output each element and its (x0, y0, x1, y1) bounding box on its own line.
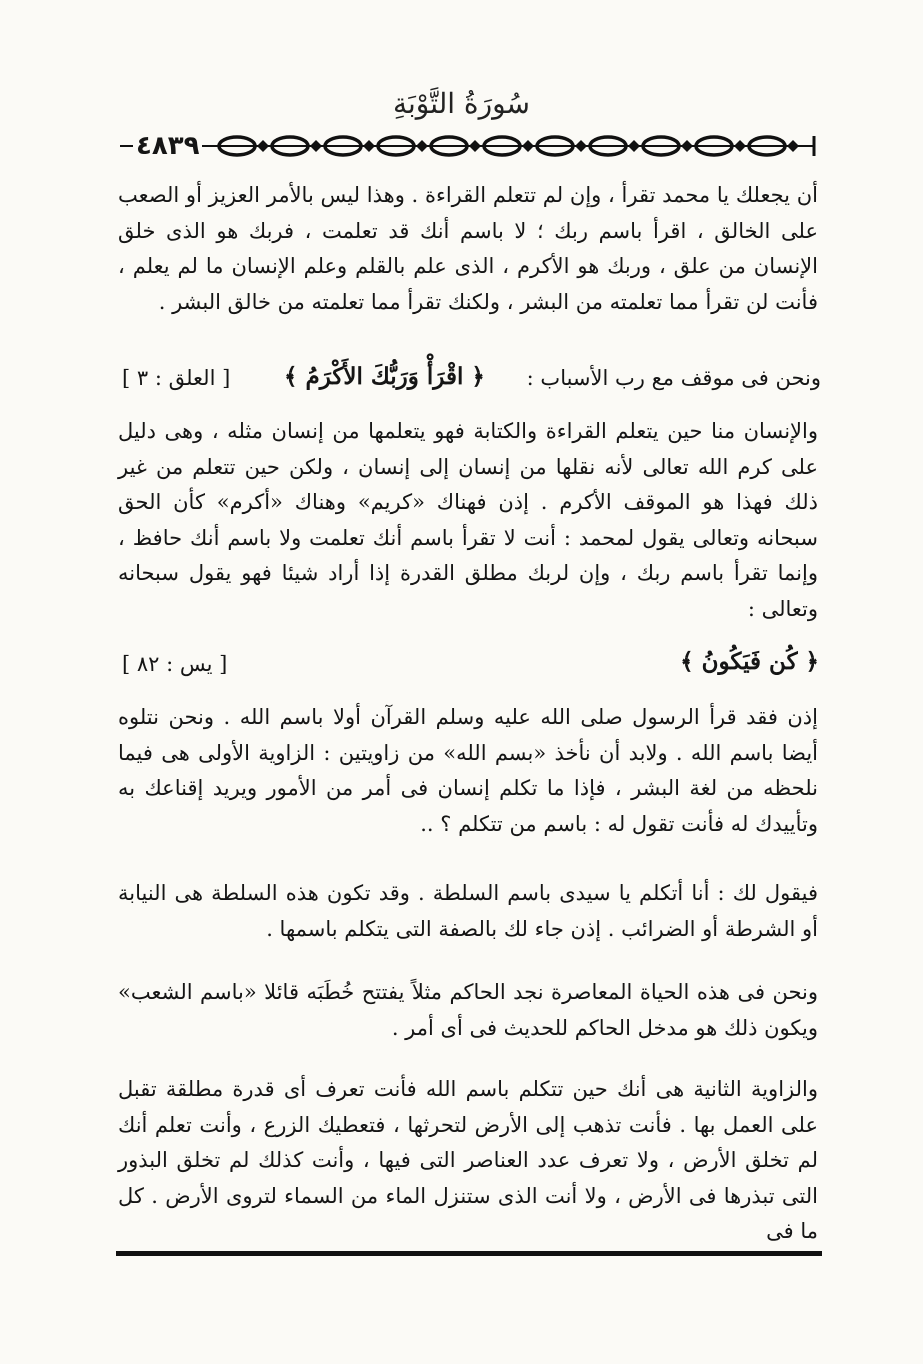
paragraph-5: فيقول لك : أنا أتكلم يا سيدى باسم السلطة . وقد تكون هذه السلطة هى النيابة أو الشرطة أو الضرائب . إذن جاء لك بالصفة التى يتكلم باسمها . (118, 881, 818, 941)
paragraph-7: والزاوية الثانية هى أنك حين تتكلم باسم الله فأنت تعرف أى قدرة مطلقة تقبل على العمل بها . فأنت تذهب إلى الأرض لتحرثها ، فتعطيك الزرع ، وأنت تعلم أنك لم تخلق الأرض ، ولا تعرف عدد العناصر التى فيها ، وأنت كذلك لم تخلق البذور التى تبذرها فى الأرض ، ولا أنت الذى ستنزل الماء من السماء لتروى الأرض . كل ما فى (118, 1077, 818, 1243)
paragraph-3: والإنسان منا حين يتعلم القراءة والكتابة فهو يتعلمها من إنسان مثله ، وهى دليل على كرم الله تعالى لأنه نقلها من إنسان إلى إنسان ، ولكن حين تتعلم من غير ذلك فهذا هو الموقف الأكرم . إذن فهناك «كريم» وهناك «أكرم» كأن الحق سبحانه وتعالى يقول لمحمد : أنت لا تقرأ باسم أنك تعلمت ولا باسم أنك حافظ ، وإنما تقرأ باسم ربك ، وإن لربك مطلق القدرة إذا أراد شيئا فهو يقول سبحانه وتعالى : (118, 419, 818, 621)
page-number: ٤٨٣٩ (133, 127, 202, 165)
paragraph-6: ونحن فى هذه الحياة المعاصرة نجد الحاكم مثلاً يفتتح خُطَبَه قائلا «باسم الشعب» ويكون ذلك هو مدخل الحاكم للحديث فى أى أمر . (118, 980, 818, 1040)
verse-reference-alaq: [ العلق : ٣ ] (122, 366, 231, 390)
footer-rule (116, 1251, 822, 1256)
verse-reference-yasin: [ يس : ٨٢ ] (122, 652, 228, 676)
header-ornament-rule (112, 126, 822, 166)
quran-verse-kun-fayakun: ﴿ كُن فَيَكُونُ ﴾ (680, 648, 819, 675)
surah-title: سُورَةُ التَّوْبَةِ (392, 87, 531, 120)
paragraph-2-intro: ونحن فى موقف مع رب الأسباب : (526, 366, 821, 390)
paragraph-4: إذن فقد قرأ الرسول صلى الله عليه وسلم القرآن أولا باسم الله . ونحن نتلوه أيضا باسم الله . ولابد أن نأخذ «بسم الله» من زاويتين : الزاوية الأولى هى فيما نلحظه من لغة البشر ، فإذا ما تكلم إنسان فى أمر من الأمور ويريد إقناعك به وتأييدك له فأنت تقول له : باسم من تتكلم ؟ .. (118, 705, 818, 836)
quran-verse-iqra: ﴿ اقْرَأْ وَرَبُّكَ الأَكْرَمُ ﴾ (284, 363, 485, 390)
paragraph-1: أن يجعلك يا محمد تقرأ ، وإن لم تتعلم القراءة . وهذا ليس بالأمر العزيز أو الصعب على الخالق ، اقرأ باسم ربك ؛ لا باسم أنك قد تعلمت ، فربك هو الذى خلق الإنسان من علق ، وربك هو الأكرم ، الذى علم بالقلم وعلم الإنسان ما لم يعلم ، فأنت لن تقرأ مما تعلمته من البشر ، ولكنك تقرأ مما تعلمته من خالق البشر . (118, 183, 818, 314)
